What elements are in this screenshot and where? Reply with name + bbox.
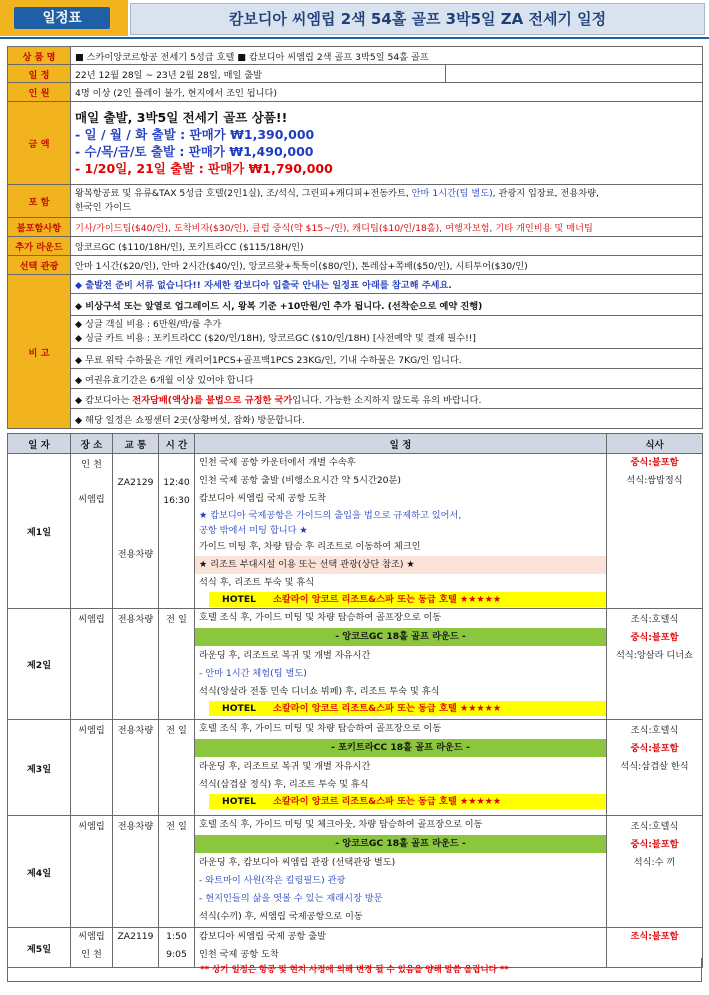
day-3-transport (113, 720, 159, 816)
day-1-line-3: 캄보디아 씨엠립 국제 공항 도착 (199, 493, 327, 504)
day-4-label: 제4일 (8, 816, 71, 928)
day-5-flight: ZA2119 (117, 931, 154, 942)
product-label: 상 품 명 (8, 47, 71, 65)
day-3-itinerary (195, 720, 607, 816)
day-2-line-1: 호텔 조식 후, 가이드 미팅 및 차량 탑승하여 골프장으로 이동 (199, 612, 442, 623)
day-2-vehicle: 전용차량 (117, 614, 154, 625)
day-1-line-5: 공항 밖에서 미팅 합니다 ★ (199, 525, 308, 536)
day-1-vehicle: 전용차량 (117, 549, 154, 560)
day-1-line-6: 가이드 미팅 후, 차량 탑승 후 리조트로 이동하여 체크인 (199, 541, 421, 552)
day-3-vehicle: 전용차량 (117, 725, 154, 736)
day-2-row (8, 609, 703, 720)
price-title: 매일 출발, 3박5일 전세기 골프 상품!! (75, 110, 288, 125)
day-1-meal-2: 석식:쌈밥정식 (626, 475, 683, 486)
header-title-bar (130, 3, 705, 35)
day-3-place (71, 720, 113, 816)
day-4-place-1: 씨엠립 (78, 821, 105, 832)
price-cell (71, 102, 703, 185)
note-3 (71, 316, 703, 349)
exclude-label: 불포함사항 (8, 218, 71, 237)
header-date: 일 자 (8, 434, 71, 454)
day-1-time (159, 454, 195, 609)
period-label: 일 정 (8, 65, 71, 83)
header-transport: 교 통 (113, 434, 159, 454)
include-part-1: 왕복항공료 및 유류&TAX 5성급 호텔(2인1실), 조/석식, 그린피+캐디피+전동카트, (75, 188, 412, 199)
header-divider (0, 37, 709, 39)
day-3-hotel-key: HOTEL (222, 796, 256, 807)
include-part-3: , 관광지 입장료, 전용차량, (492, 188, 599, 199)
day-2-itinerary (195, 609, 607, 720)
day-2-place-1: 씨엠립 (78, 614, 105, 625)
include-part-4: 한국인 가이드 (75, 202, 132, 213)
schedule-table (7, 433, 703, 968)
day-5-place-2: 인 천 (81, 949, 102, 960)
day-3-place-1: 씨엠립 (78, 725, 105, 736)
day-4-line-2: 라운딩 후, 캄보디아 씨엠립 관광 (선택관광 별도) (199, 857, 396, 868)
day-4-row (8, 816, 703, 928)
day-3-time-1: 전 일 (166, 725, 187, 736)
page-header (0, 0, 709, 42)
option-tour-value: 안마 1시간($20/인), 안마 2시간($40/인), 앙코르왓+툭툭이($80/인), 톤레삽+쪽배($50/인), 시티투어($30/인) (71, 256, 703, 275)
day-5-meal-1: 조식:불포함 (630, 931, 679, 942)
day-1-line-4: ★ 캄보디아 국제공항은 가이드의 출입을 법으로 규제하고 있어서, (199, 510, 462, 521)
day-2-line-2: 라운딩 후, 리조트로 복귀 및 개별 자유시간 (199, 650, 371, 661)
note-6a: ◆ 캄보디아는 (75, 394, 133, 406)
day-4-time-1: 전 일 (166, 821, 187, 832)
day-1-place-2: 씨엠립 (78, 494, 105, 505)
day-4-meal-3: 석식:수 끼 (633, 857, 676, 868)
day-2-time-1: 전 일 (166, 614, 187, 625)
day-2-line-4: 석식(앙살라 전통 민속 디너쇼 뷔페) 후, 리조트 투숙 및 휴식 (199, 686, 440, 697)
product-value: ■ 스카이앙코르항공 전세기 5성급 호텔 ■ 캄보디아 씨엠립 2색 골프 3박5일 54홀 골프 (71, 47, 703, 65)
exclude-value: 기사/가이드팁($40/인), 도착비자($30/인), 클럽 중식(약 $15~/인), 캐디팁($10/인/18홀), 여행자보험, 기타 개인비용 및 매너팁 (71, 218, 703, 237)
extra-round-value: 앙코르GC ($110/18H/인), 포키트라CC ($115/18H/인) (71, 237, 703, 256)
day-2-hotel-key: HOTEL (222, 703, 256, 714)
day-3-meal-3: 석식:삼겹살 한식 (620, 761, 689, 772)
day-2-hotel-name: 소칼라이 앙코르 리조트&스파 또는 동급 호텔 ★★★★★ (273, 703, 502, 714)
day-5-line-2: 인천 국제 공항 도착 (199, 949, 279, 960)
day-1-hotel-key: HOTEL (222, 594, 256, 605)
day-2-hotel (209, 701, 606, 716)
day-2-golf-round: - 앙코르GC 18홀 골프 라운드 - (195, 628, 606, 646)
day-1-line-8: 석식 후, 리조트 투숙 및 휴식 (199, 577, 315, 588)
header-badge-frame (0, 0, 128, 36)
day-4-line-1: 호텔 조식 후, 가이드 미팅 및 체크아웃, 차량 탑승하여 골프장으로 이동 (199, 819, 483, 830)
day-5-place-1: 씨엠립 (78, 931, 105, 942)
day-3-line-1: 호텔 조식 후, 가이드 미팅 및 차량 탑승하여 골프장으로 이동 (199, 723, 442, 734)
header-meal: 식사 (607, 434, 703, 454)
price-line-3: - 1/20일, 21일 출발 : 판매가 ₩1,790,000 (75, 161, 333, 176)
day-3-hotel-name: 소칼라이 앙코르 리조트&스파 또는 동급 호텔 ★★★★★ (273, 796, 502, 807)
day-4-meals (607, 816, 703, 928)
note-1: ◆ 출발전 준비 서류 없습니다!! 자세한 캄보디아 입출국 안내는 일정표 아래를 참고해 주세요. (71, 275, 703, 294)
include-massage: 안마 1시간(팁 별도) (411, 188, 493, 199)
include-label: 포 함 (8, 185, 71, 218)
notes-label: 비 고 (8, 275, 71, 429)
day-3-label: 제3일 (8, 720, 71, 816)
day-5-time-2: 9:05 (166, 949, 187, 960)
day-1-meal-1: 중식:불포함 (630, 457, 679, 468)
option-tour-label: 선택 관광 (8, 256, 71, 275)
day-4-golf-round: - 앙코르GC 18홀 골프 라운드 - (195, 835, 606, 853)
day-1-hotel-name: 소칼라이 앙코르 리조트&스파 또는 동급 호텔 ★★★★★ (273, 594, 502, 605)
day-2-meal-1: 조식:호텔식 (630, 614, 679, 625)
footer-notice: ** 상기 일정은 항공 및 현지 사정에 의해 변경 될 수 있음을 양해 말씀 올립니다 ** (7, 958, 702, 982)
day-2-transport (113, 609, 159, 720)
header-itinerary: 일 정 (195, 434, 607, 454)
day-1-time-1: 12:40 (163, 477, 190, 488)
day-3-line-2: 라운딩 후, 리조트로 복귀 및 개별 자유시간 (199, 761, 371, 772)
day-4-itinerary (195, 816, 607, 928)
price-line-2: - 수/목/금/토 출발 : 판매가 ₩1,490,000 (75, 144, 314, 159)
day-3-golf-round: - 포키트라CC 18홀 골프 라운드 - (195, 739, 606, 757)
day-4-meal-2: 중식:불포함 (630, 839, 679, 850)
day-1-itinerary (195, 454, 607, 609)
price-line-1: - 일 / 월 / 화 출발 : 판매가 ₩1,390,000 (75, 127, 315, 142)
day-5-time-1: 1:50 (166, 931, 187, 942)
day-5-label: 제5일 (8, 928, 71, 968)
day-2-time (159, 609, 195, 720)
note-6-warning: 전자담배(액상)를 불법으로 규정한 국가 (132, 394, 293, 406)
day-1-row (8, 454, 703, 609)
note-3b: ◆ 싱글 카트 비용 : 포키트라CC ($20/인/18H), 앙코르GC ($10/인/18H) [사전예약 및 결재 필수!!] (75, 333, 477, 344)
header-place: 장 소 (71, 434, 113, 454)
day-4-vehicle: 전용차량 (117, 821, 154, 832)
note-4: ◆ 무료 위탁 수하물은 개인 캐리어1PCS+골프백1PCS 23KG/인, 기내 수하물은 7KG/인 입니다. (71, 349, 703, 369)
day-4-line-3: - 와트마이 사원(작은 킬링필드) 관광 (199, 875, 346, 886)
day-2-meals (607, 609, 703, 720)
include-value (71, 185, 703, 218)
day-4-line-5: 석식(수끼) 후, 씨엠립 국제공항으로 이동 (199, 911, 363, 922)
note-7: ◆ 해당 일정은 쇼핑센터 2곳(상황버섯, 잡화) 방문합니다. (71, 409, 703, 429)
people-value: 4명 이상 (2인 플레이 불가, 현지에서 조인 됩니다) (71, 83, 703, 102)
day-4-meal-1: 조식:호텔식 (630, 821, 679, 832)
product-info-table (7, 46, 703, 429)
extra-round-label: 추가 라운드 (8, 237, 71, 256)
note-5: ◆ 여권유효기간은 6개월 이상 있어야 합니다 (71, 369, 703, 389)
day-5-line-1: 캄보디아 씨엠립 국제 공항 출발 (199, 931, 327, 942)
day-1-line-1: 인천 국제 공항 카운터에서 개별 수속후 (199, 457, 356, 468)
day-2-place (71, 609, 113, 720)
header-badge: 일정표 (14, 7, 110, 29)
people-label: 인 원 (8, 83, 71, 102)
note-2: ◆ 비상구석 또는 앞열로 업그레이드 시, 왕복 기준 +10만원/인 추가 됩니다. (선착순으로 예약 진행) (71, 294, 703, 316)
day-3-meal-1: 조식:호텔식 (630, 725, 679, 736)
day-2-line-3: - 안마 1시간 체험(팁 별도) (199, 668, 307, 679)
note-6 (71, 389, 703, 409)
day-1-meals (607, 454, 703, 609)
day-4-place (71, 816, 113, 928)
day-1-hotel (209, 592, 606, 607)
day-3-meal-2: 중식:불포함 (630, 743, 679, 754)
price-label: 금 액 (8, 102, 71, 185)
page-title: 캄보디아 씨엠립 2색 54홀 골프 3박5일 ZA 전세기 일정 (228, 10, 607, 28)
day-4-line-4: - 현지인들의 삶을 엿볼 수 있는 재래시장 방문 (199, 893, 383, 904)
period-empty (446, 65, 703, 83)
day-4-transport (113, 816, 159, 928)
day-3-meals (607, 720, 703, 816)
day-2-meal-3: 석식:앙살라 디너쇼 (615, 650, 694, 661)
note-3a: ◆ 싱글 객실 비용 : 6만원/박/룸 추가 (75, 319, 222, 330)
day-1-line-7: ★ 리조트 부대시설 이용 또는 선택 관광(상단 참조) ★ (195, 556, 606, 574)
header-time: 시 간 (159, 434, 195, 454)
day-3-hotel (209, 794, 606, 809)
note-6c: 입니다. 가능한 소지하지 않도록 유의 바랍니다. (292, 394, 482, 406)
day-1-place (71, 454, 113, 609)
day-1-line-2: 인천 국제 공항 출발 (비행소요시간 약 5시간20분) (199, 475, 401, 486)
day-3-line-3: 석식(삼겹살 정식) 후, 리조트 투숙 및 휴식 (199, 779, 369, 790)
period-value: 22년 12월 28일 ~ 23년 2월 28일, 매일 출발 (71, 65, 446, 83)
day-1-place-1: 인 천 (81, 459, 102, 470)
day-1-time-2: 16:30 (163, 495, 190, 506)
day-3-row (8, 720, 703, 816)
day-2-label: 제2일 (8, 609, 71, 720)
day-1-label: 제1일 (8, 454, 71, 609)
day-3-time (159, 720, 195, 816)
day-4-time (159, 816, 195, 928)
day-2-meal-2: 중식:불포함 (630, 632, 679, 643)
day-1-flight: ZA2129 (117, 477, 154, 488)
day-1-transport (113, 454, 159, 609)
